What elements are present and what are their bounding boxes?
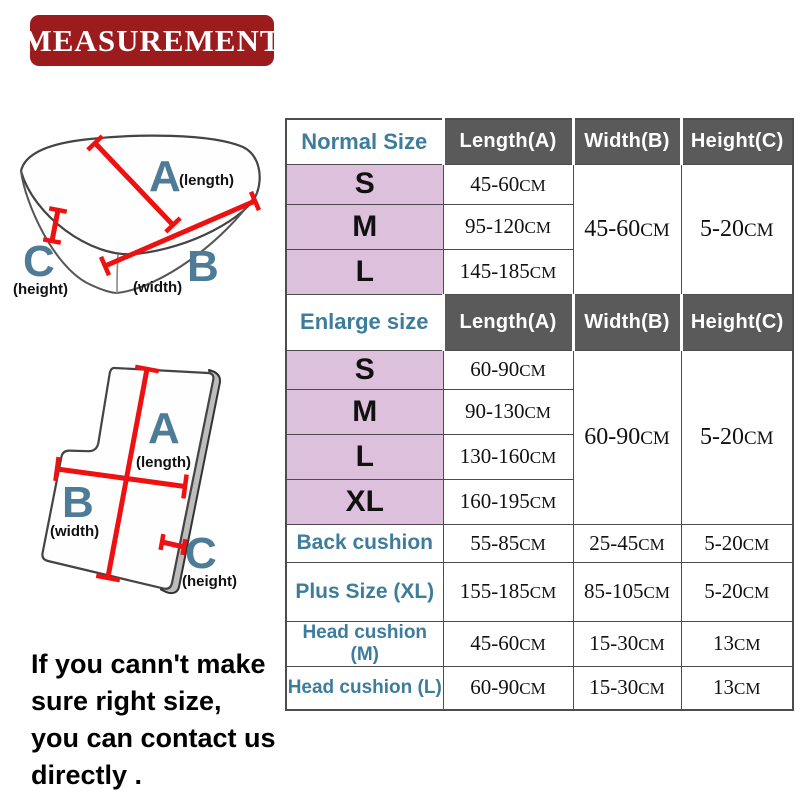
length-cell: 60-90CM xyxy=(443,350,573,389)
height-cell: 5-20CM xyxy=(681,562,793,621)
size-table xyxy=(285,118,794,711)
height-cell: 5-20CM xyxy=(681,524,793,562)
length-cell: 55-85CM xyxy=(443,524,573,562)
width-cell-merged: 45-60CM xyxy=(573,164,681,294)
height-cell-merged: 5-20CM xyxy=(681,350,793,524)
note-line: sure right size, xyxy=(31,686,222,716)
width-cell: 85-105CM xyxy=(573,562,681,621)
label-length: (length) xyxy=(136,454,191,471)
width-cell: 25-45CM xyxy=(573,524,681,562)
size-cell: S xyxy=(286,350,443,389)
column-header-height: Height(C) xyxy=(681,119,793,164)
enlarge-header-row xyxy=(286,294,793,350)
letter-b: B xyxy=(187,242,219,291)
width-cell-merged: 60-90CM xyxy=(573,350,681,524)
length-cell: 130-160CM xyxy=(443,434,573,479)
seat-cushion-top-face xyxy=(21,136,260,255)
table-row xyxy=(286,350,793,389)
row-label: Plus Size (XL) xyxy=(286,562,443,621)
letter-a: A xyxy=(148,404,180,453)
row-label: Back cushion xyxy=(286,524,443,562)
length-cell: 60-90CM xyxy=(443,666,573,710)
table-row xyxy=(286,164,793,204)
contact-note xyxy=(31,646,276,794)
section-label-normal: Normal Size xyxy=(286,119,443,164)
column-header-length: Length(A) xyxy=(443,294,573,350)
length-cell: 160-195CM xyxy=(443,479,573,524)
table-row xyxy=(286,666,793,710)
column-header-length: Length(A) xyxy=(443,119,573,164)
label-width: (width) xyxy=(133,279,183,296)
height-cell-merged: 5-20CM xyxy=(681,164,793,294)
length-cell: 145-185CM xyxy=(443,249,573,294)
note-line: directly . xyxy=(31,760,143,790)
note-line: you can contact us xyxy=(31,723,276,753)
size-cell: M xyxy=(286,204,443,249)
seat-cushion-diagram xyxy=(5,103,280,315)
row-label: Head cushion (L) xyxy=(286,666,443,710)
back-cushion-diagram xyxy=(30,340,285,602)
column-header-width: Width(B) xyxy=(573,119,681,164)
label-height: (height) xyxy=(182,573,237,590)
length-cell: 90-130CM xyxy=(443,389,573,434)
title-badge xyxy=(22,15,282,66)
length-cell: 45-60CM xyxy=(443,164,573,204)
size-cell: M xyxy=(286,389,443,434)
width-cell: 15-30CM xyxy=(573,621,681,666)
table-row xyxy=(286,621,793,666)
label-length: (length) xyxy=(179,172,234,189)
size-cell: XL xyxy=(286,479,443,524)
height-cell: 13CM xyxy=(681,666,793,710)
label-width: (width) xyxy=(50,523,100,540)
column-header-height: Height(C) xyxy=(681,294,793,350)
table-row xyxy=(286,524,793,562)
column-header-width: Width(B) xyxy=(573,294,681,350)
label-height: (height) xyxy=(13,281,68,298)
normal-header-row xyxy=(286,119,793,164)
page-title: MEASUREMENT xyxy=(22,22,282,58)
letter-c: C xyxy=(23,237,55,286)
letter-b: B xyxy=(62,478,94,527)
size-cell: L xyxy=(286,249,443,294)
letter-c: C xyxy=(185,529,217,578)
table-row xyxy=(286,562,793,621)
length-cell: 155-185CM xyxy=(443,562,573,621)
size-cell: L xyxy=(286,434,443,479)
height-cell: 13CM xyxy=(681,621,793,666)
length-cell: 95-120CM xyxy=(443,204,573,249)
length-cell: 45-60CM xyxy=(443,621,573,666)
row-label: Head cushion (M) xyxy=(286,621,443,666)
width-cell: 15-30CM xyxy=(573,666,681,710)
size-cell: S xyxy=(286,164,443,204)
section-label-enlarge: Enlarge size xyxy=(286,294,443,350)
letter-a: A xyxy=(149,152,181,201)
note-line: If you cann't make xyxy=(31,649,266,679)
